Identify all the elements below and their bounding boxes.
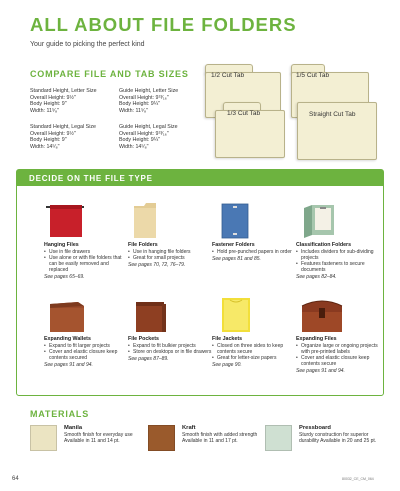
spec-line: Width: 14⁵⁄₈"	[119, 143, 149, 150]
bullet: • Organize large or ongoing projects with pre-printed labels	[296, 343, 380, 355]
kraft-swatch	[148, 425, 175, 451]
material-desc: Sturdy construction for superior durability Available in 20 and 25 pt.	[299, 432, 377, 444]
manila-swatch	[30, 425, 57, 451]
size-spec-guide-legal	[119, 124, 204, 150]
file-type-title: Fastener Folders	[212, 242, 255, 248]
spec-line: Overall Height: 9½"	[30, 130, 76, 137]
tab-label: Straight Cut Tab	[309, 111, 356, 118]
file-type-bullets	[296, 249, 380, 280]
material-name: Pressboard	[299, 425, 331, 431]
spec-line: Width: 11⁵⁄₈"	[119, 107, 149, 114]
spec-line: Overall Height: 9¹³⁄₁₆"	[119, 130, 169, 137]
spec-line: Standard Height, Legal Size	[30, 124, 96, 130]
material-name: Kraft	[182, 425, 196, 431]
expanding-file-icon	[296, 294, 378, 334]
file-type-title: Classification Folders	[296, 242, 352, 248]
tab-label: 1/5 Cut Tab	[296, 72, 330, 79]
bullet: • Closed on three sides to keep contents secure	[212, 343, 296, 355]
file-type-title: Expanding Files	[296, 336, 337, 342]
file-type-title: Hanging Files	[44, 242, 79, 248]
page-subtitle: Your guide to picking the perfect kind	[30, 41, 145, 48]
file-type-title: File Pockets	[128, 336, 159, 342]
size-spec-standard-letter	[30, 88, 115, 114]
file-type-bullets	[212, 343, 296, 368]
spec-line: Body Height: 9¼"	[119, 137, 161, 144]
pressboard-swatch	[265, 425, 292, 451]
file-pocket-icon	[128, 294, 210, 334]
file-folder-icon	[128, 200, 210, 240]
classification-folder-icon	[296, 200, 378, 240]
file-type-pages: See pages 91 and 94.	[296, 368, 345, 375]
file-type-bullets	[44, 343, 128, 368]
material-kraft	[148, 425, 258, 465]
tab-label: 1/2 Cut Tab	[211, 72, 245, 79]
spec-line: Body Height: 9"	[30, 137, 67, 144]
bullet: • Use in hanging file folders	[128, 249, 212, 255]
bullet: • Great for small projects	[128, 255, 212, 261]
compare-heading: COMPARE FILE AND TAB SIZES	[30, 69, 189, 79]
bullet: • Hold pre-punched papers in order	[212, 249, 296, 255]
material-manila	[30, 425, 140, 465]
file-type-bullets	[212, 249, 296, 262]
file-type-header	[17, 170, 383, 186]
file-type-title: File Jackets	[212, 336, 243, 342]
bullet: • Expand to fit bulkier projects	[128, 343, 212, 349]
materials-heading: MATERIALS	[30, 409, 90, 419]
expanding-wallet-icon	[44, 294, 126, 334]
file-type-title: File Folders	[128, 242, 158, 248]
bullet: • Cover and elastic closure keep contents secure	[296, 355, 380, 367]
bullet: • Cover and elastic closure keep contents secured	[44, 349, 128, 361]
spec-line: Guide Height, Letter Size	[119, 88, 179, 94]
file-jacket-icon	[212, 294, 294, 334]
fastener-folder-icon	[212, 200, 294, 240]
file-type-pages: See page 90.	[212, 362, 242, 369]
spec-line: Width: 14⁵⁄₈"	[30, 143, 60, 150]
spec-line: Body Height: 9"	[30, 101, 67, 108]
spec-line: Standard Height, Letter Size	[30, 88, 97, 94]
file-type-panel	[16, 169, 384, 396]
spec-line: Body Height: 9¼"	[119, 101, 161, 108]
bullet: • Includes dividers for sub-dividing projects	[296, 249, 380, 261]
file-type-pages: See pages 65–69.	[44, 274, 85, 281]
spec-line: Overall Height: 9½"	[30, 94, 76, 101]
bullet: • Use alone or with file folders that can be easily removed and replaced	[44, 255, 128, 273]
file-type-bullets	[296, 343, 380, 374]
material-name: Manila	[64, 425, 83, 431]
file-type-heading: DECIDE ON THE FILE TYPE	[29, 173, 153, 183]
file-type-title: Expanding Wallets	[44, 336, 91, 342]
bullet: • Expand to fit larger projects	[44, 343, 128, 349]
material-desc: Smooth finish for everyday use Available in 11 and 14 pt.	[64, 432, 133, 444]
spec-line: Overall Height: 9¹³⁄₁₆"	[119, 94, 169, 101]
file-type-bullets	[128, 343, 212, 362]
page-number: 64	[12, 476, 19, 482]
print-code: 80032_CE_CM_064	[342, 477, 374, 481]
file-type-pages: See pages 81 and 85.	[212, 256, 261, 263]
bullet: • Great for letter-size papers	[212, 355, 296, 361]
material-desc: Smooth finish with added strength Available in 11 and 17 pt.	[182, 432, 258, 444]
file-type-bullets	[128, 249, 212, 268]
tab-cut-illustrations	[205, 64, 380, 169]
material-pressboard	[265, 425, 375, 465]
spec-line: Guide Height, Legal Size	[119, 124, 178, 130]
bullet: • Features fasteners to secure documents	[296, 261, 380, 273]
size-spec-standard-legal	[30, 124, 115, 150]
file-type-pages: See pages 87–89.	[128, 356, 169, 363]
file-type-pages: See pages 91 and 94.	[44, 362, 93, 369]
third-cut-folder-body	[215, 110, 285, 158]
file-type-pages: See pages 82–84.	[296, 274, 337, 281]
tab-label: 1/3 Cut Tab	[227, 110, 261, 117]
bullet: • Store on desktops or in file drawers	[128, 349, 212, 355]
page-title: ALL ABOUT FILE FOLDERS	[30, 14, 297, 35]
bullet: • Use in file drawers	[44, 249, 128, 255]
file-type-pages: See pages 70, 72, 76–79.	[128, 262, 186, 269]
size-spec-guide-letter	[119, 88, 204, 114]
spec-line: Width: 11⁵⁄₈"	[30, 107, 60, 114]
file-type-bullets	[44, 249, 128, 280]
hanging-file-icon	[44, 200, 126, 240]
